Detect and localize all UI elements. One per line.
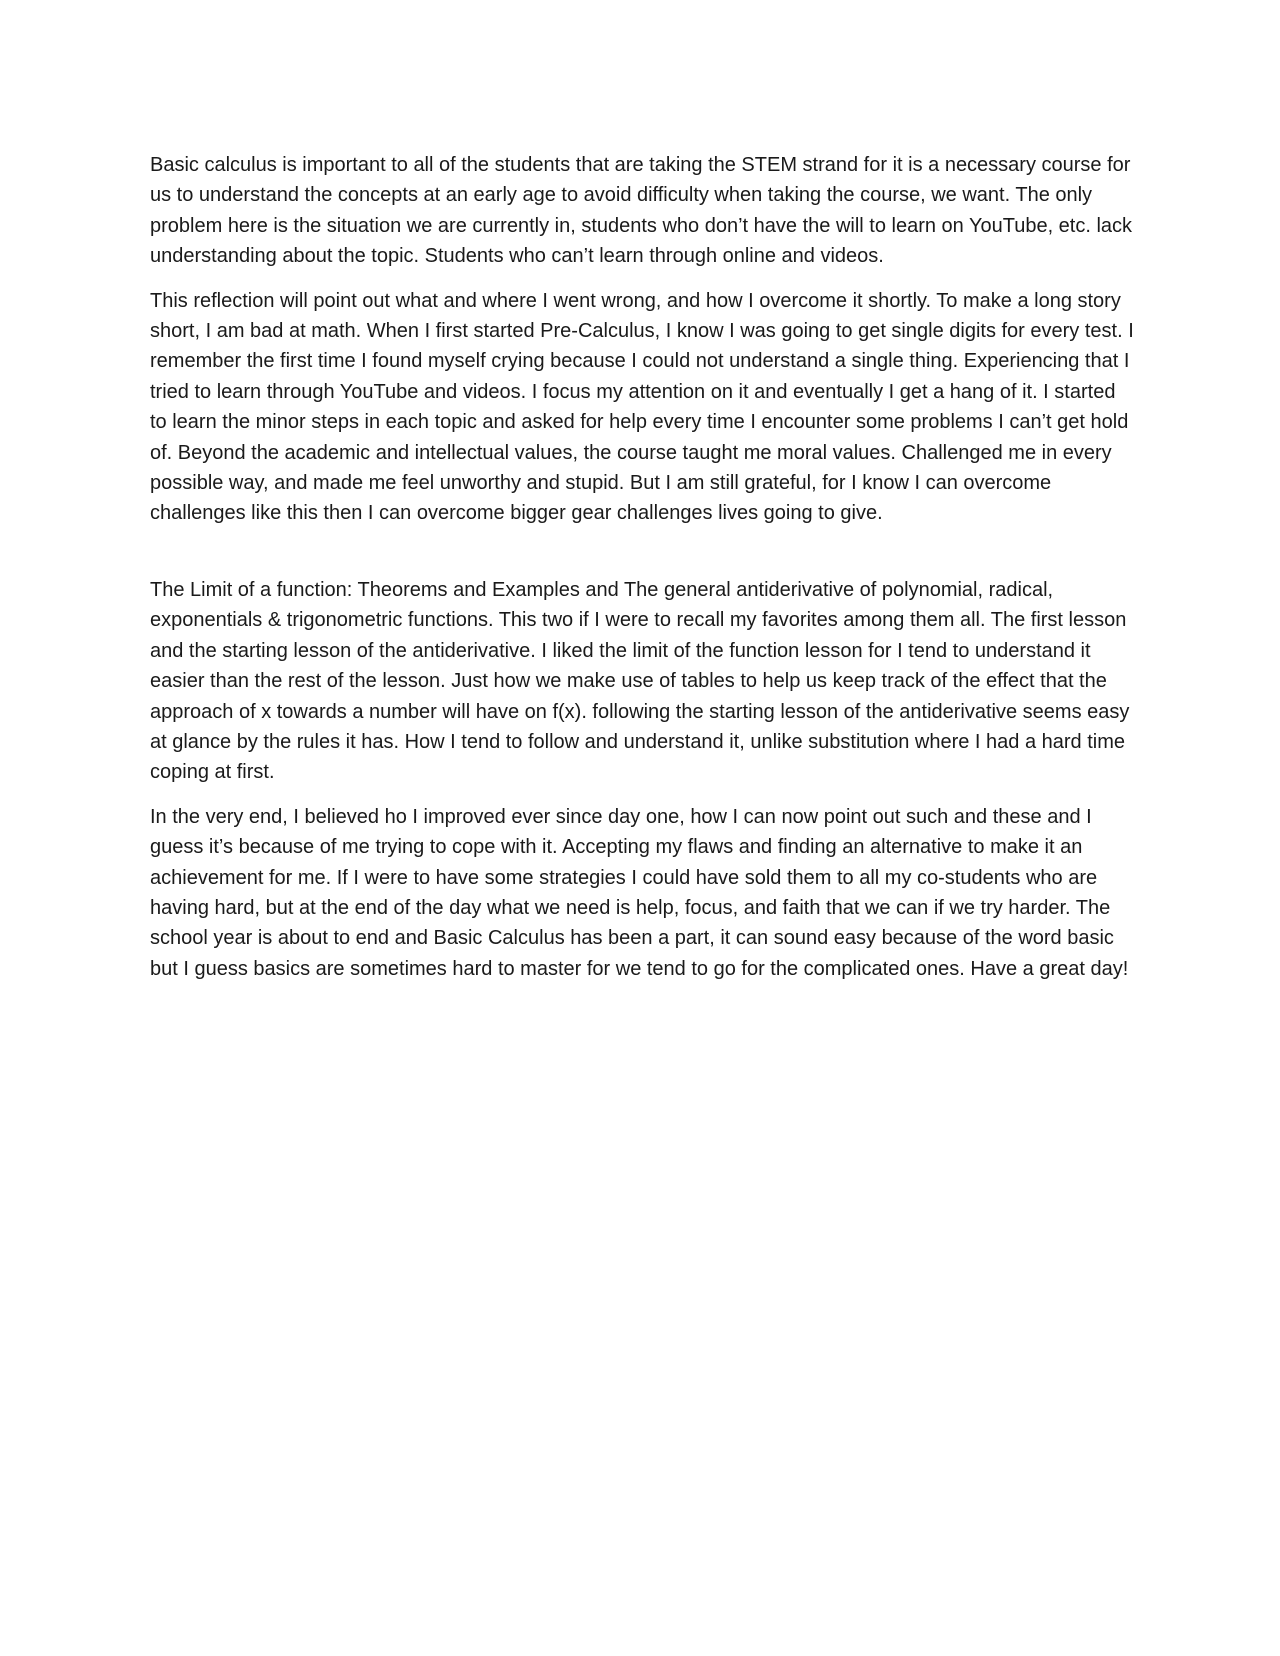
document-body [150,150,1135,998]
paragraph-conclusion: In the very end, I believed ho I improved ever since day one, how I can now point out such and these and I guess it’s because of me trying to cope with it. Accepting my flaws and finding an alternative to make it an achievement for me. If I were to have some strategies I could have sold them to all my co-students who are having hard, but at the end of the day what we need is help, focus, and faith that we can if we try harder. The school year is about to end and Basic Calculus has been a part, it can sound easy because of the word basic but I guess basics are sometimes hard to master for we tend to go for the complicated ones. Have a great day! [150,805,1129,980]
paragraph-reflection: This reflection will point out what and where I went wrong, and how I overcome it shortly. To make a long story short, I am bad at math. When I first started Pre-Calculus, I know I was going to get single digits for every test. I remember the first time I found myself crying because I could not understand a single thing. Experiencing that I tried to learn through YouTube and videos. I focus my attention on it and eventually I get a hang of it. I started to learn the minor steps in each topic and asked for help every time I encounter some problems I can’t get hold of. Beyond the academic and intellectual values, the course taught me moral values. Challenged me in every possible way, and made me feel unworthy and stupid. But I am still grateful, for I know I can overcome challenges like this then I can overcome bigger gear challenges lives going to give. [150,289,1134,525]
paragraph-intro: Basic calculus is important to all of the students that are taking the STEM strand for it is a necessary course for us to understand the concepts at an early age to avoid difficulty when taking the course, we want. The only problem here is the situation we are currently in, students who don’t have the will to learn on YouTube, etc. lack understanding about the topic. Students who can’t learn through online and videos. [150,154,1133,268]
paragraph-favorite-lessons: The Limit of a function: Theorems and Examples and The general antiderivative of polynomial, radical, exponentials & trigonometric functions. This two if I were to recall my favorites among them all. The first lesson and the starting lesson of the antiderivative. I liked the limit of the function lesson for I tend to understand it easier than the rest of the lesson. Just how we make use of tables to help us keep track of the effect that the approach of x towards a number will have on f(x). following the starting lesson of the antiderivative seems easy at glance by the rules it has. How I tend to follow and understand it, unlike substitution where I had a hard time coping at first. [150,578,1130,784]
